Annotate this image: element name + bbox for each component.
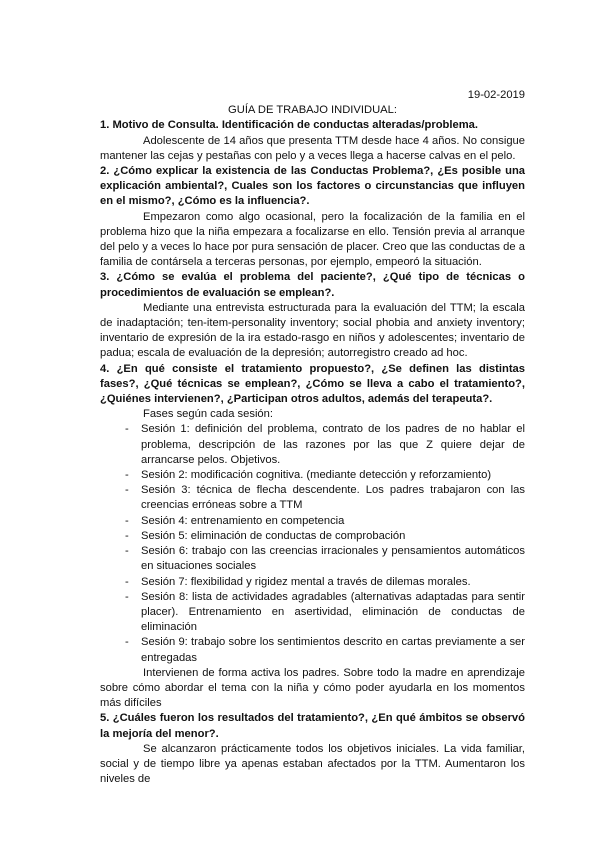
session-text: Sesión 8: lista de actividades agradables (alternativas adaptadas para sentir placer). Entrenamiento en asertividad, eliminación de conductas de eliminación — [141, 590, 525, 634]
session-item-8 — [125, 590, 525, 636]
list-bullet: - — [125, 529, 129, 542]
question-3: 3. ¿Cómo se evalúa el problema del paciente?, ¿Qué tipo de técnicas o procedimientos de evaluación se emplean?. — [100, 271, 525, 299]
list-bullet: - — [125, 469, 129, 482]
answer-4-closing: Intervienen de forma activa los padres. Sobre todo la madre en aprendizaje sobre cómo abordar el tema con la niña y cómo poder ayudarla en los momentos más difíciles — [100, 666, 525, 710]
session-text: Sesión 7: flexibilidad y rigidez mental a través de dilemas morales. — [141, 575, 471, 588]
session-text: Sesión 6: trabajo con las creencias irracionales y pensamientos automáticos en situaciones sociales — [141, 545, 525, 573]
answer-5: Se alcanzaron prácticamente todos los objetivos iniciales. La vida familiar, social y de tiempo libre ya apenas estaban afectados por la TTM. Aumentaron los niveles de — [100, 742, 525, 786]
question-2: 2. ¿Cómo explicar la existencia de las Conductas Problema?, ¿Es posible una explicación ambiental?, Cuales son los factores o circunstancias que influyen en el mismo?, ¿Cómo es la influencia?. — [100, 165, 525, 208]
list-bullet: - — [125, 423, 129, 436]
session-text: Sesión 5: eliminación de conductas de comprobación — [141, 529, 406, 542]
session-item-2 — [125, 468, 525, 483]
document-body — [100, 88, 525, 787]
session-text: Sesión 2: modificación cognitiva. (mediante detección y reforzamiento) — [141, 469, 492, 482]
session-item-3 — [125, 483, 525, 513]
list-bullet: - — [125, 575, 129, 588]
session-text: Sesión 1: definición del problema, contrato de los padres de no hablar el problema, descripción de las razones por las que Z quiere dejar de arrancarse pelos. Objetivos. — [141, 423, 525, 466]
session-item-5 — [125, 529, 525, 544]
session-item-9 — [125, 635, 525, 665]
session-list — [100, 422, 525, 665]
question-5: 5. ¿Cuáles fueron los resultados del tratamiento?, ¿En qué ámbitos se observó la mejoría del menor?. — [100, 712, 525, 740]
session-text: Sesión 9: trabajo sobre los sentimientos descrito en cartas previamente a ser entregadas — [141, 636, 525, 664]
list-bullet: - — [125, 484, 129, 497]
list-bullet: - — [125, 590, 129, 603]
question-1: 1. Motivo de Consulta. Identificación de conductas alteradas/problema. — [100, 119, 478, 132]
list-bullet: - — [125, 545, 129, 558]
session-item-7 — [125, 575, 525, 590]
session-text: Sesión 4: entrenamiento en competencia — [141, 514, 345, 527]
session-item-1 — [125, 422, 525, 468]
document-title: GUÍA DE TRABAJO INDIVIDUAL: — [228, 104, 397, 117]
session-text: Sesión 3: técnica de flecha descendente. Los padres trabajaron con las creencias erróneas sobre a TTM — [141, 484, 525, 512]
document-date: 19-02-2019 — [467, 89, 525, 101]
answer-2: Empezaron como algo ocasional, pero la focalización de la familia en el problema hizo que la niña empezara a focalizarse en ello. Tensión previa al arranque del pelo y a veces lo hace por pura sensación de placer. Creo que las conductas de a familia de contársela a terceras personas, por ejemplo, empeoró la situación. — [100, 210, 525, 269]
fases-intro: Fases según cada sesión: — [143, 408, 273, 421]
list-bullet: - — [125, 636, 129, 649]
list-bullet: - — [125, 514, 129, 527]
answer-3: Mediante una entrevista estructurada para la evaluación del TTM; la escala de inadaptación; ten-item-personality inventory; social phobia and anxiety inventory; inventario de expresión de la ira estado-rasgo en niños y adolescentes; inventario de padua; escala de evaluación de la depresión; autorregistro creado ad hoc. — [100, 301, 525, 360]
session-item-4 — [125, 514, 525, 529]
answer-1: Adolescente de 14 años que presenta TTM desde hace 4 años. No consigue mantener las cejas y pestañas con pelo y a veces llega a hacerse calvas en el pelo. — [100, 134, 525, 162]
session-item-6 — [125, 544, 525, 574]
question-4: 4. ¿En qué consiste el tratamiento propuesto?, ¿Se definen las distintas fases?, ¿Qué técnicas se emplean?, ¿Cómo se lleva a cabo el tratamiento?, ¿Quiénes intervienen?, ¿Participan otros adultos, además del terapeuta?. — [100, 362, 525, 406]
